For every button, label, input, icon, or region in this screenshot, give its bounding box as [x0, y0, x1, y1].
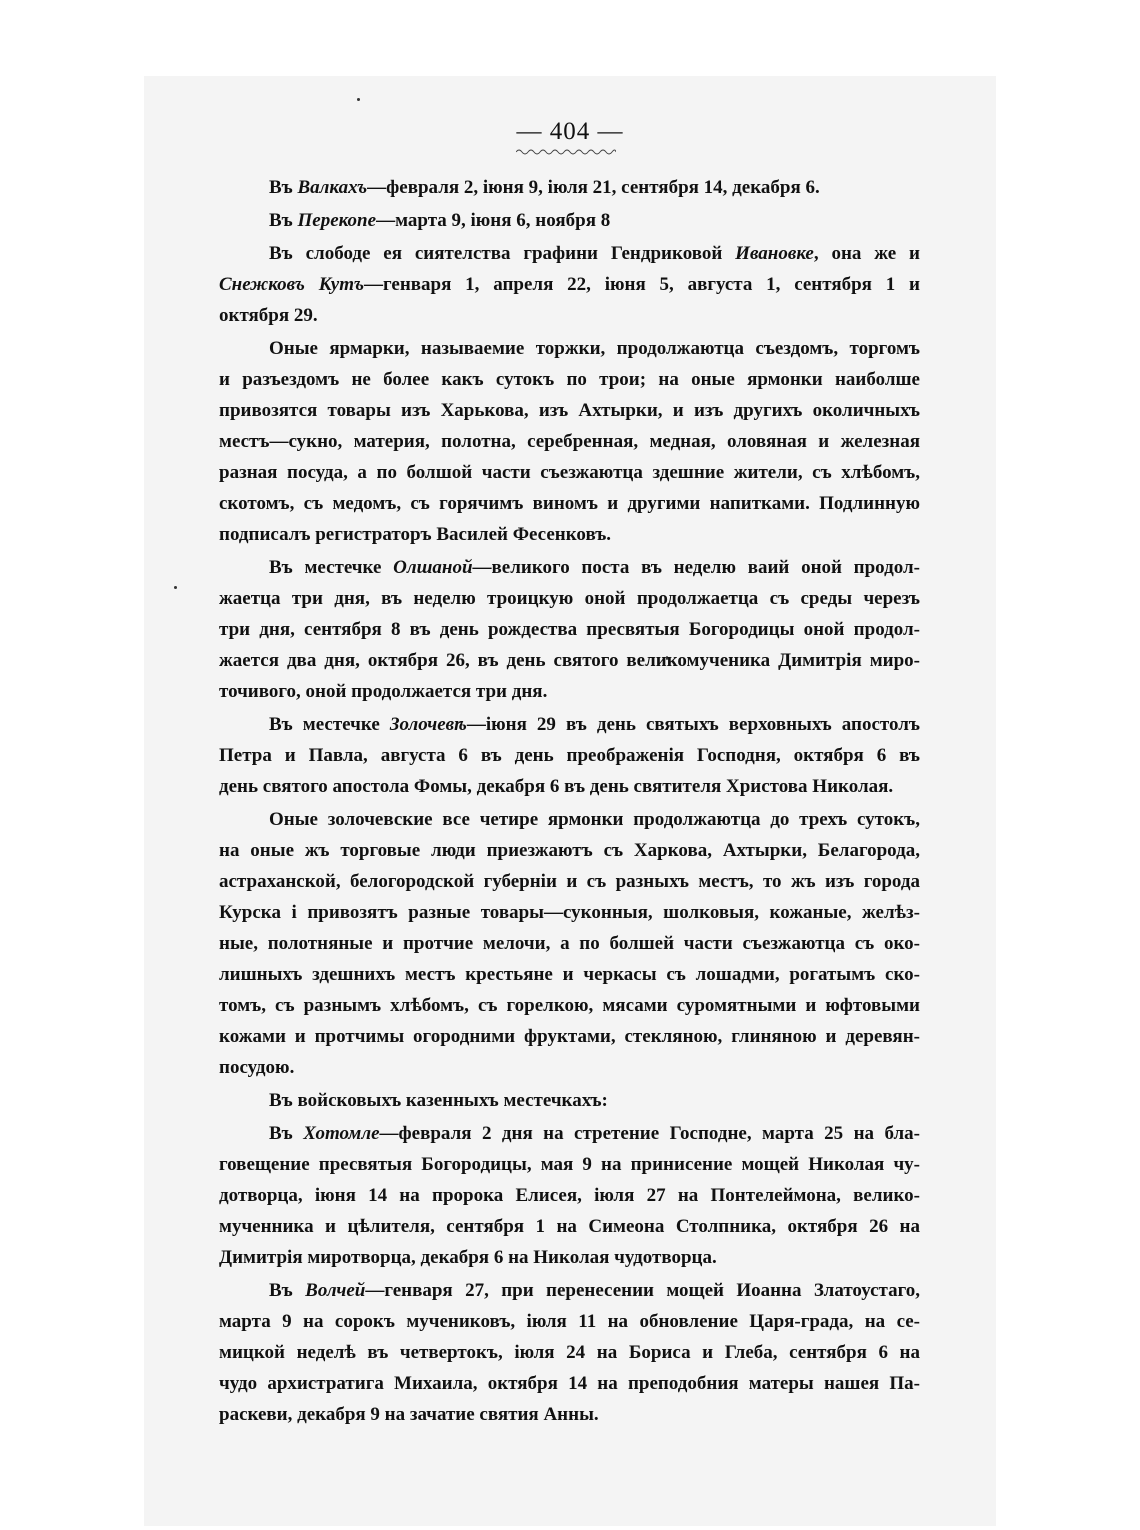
paragraph [219, 172, 920, 203]
text-run: раскеви, декабря 9 на зачатие святия Анны. [219, 1404, 599, 1425]
text-line [219, 804, 920, 835]
place-name: Перекопе [297, 210, 377, 231]
text-line [219, 1118, 920, 1149]
text-line [219, 1242, 920, 1273]
place-name: Волчей [305, 1280, 366, 1301]
text-run: —іюня 29 въ день святыхъ верховныхъ апостолъ [466, 714, 920, 735]
text-line [219, 205, 920, 236]
text-run: , она же и [813, 243, 921, 264]
place-name: Ивановке [735, 243, 814, 264]
text-line [219, 552, 920, 583]
text-run: кожами и протчимы огородними фруктами, стекляною, глиняною и деревян- [219, 1026, 920, 1047]
text-line [219, 990, 920, 1021]
text-run: Въ [269, 1280, 306, 1301]
text-line [219, 1211, 920, 1242]
paragraph [219, 1118, 920, 1273]
text-run: три дня, сентября 8 въ день рождества пресвятыя Богородицы оной продол- [219, 619, 920, 640]
page-number: — 404 — [516, 118, 624, 145]
text-run: на оные жъ торговые люди приезжаютъ съ Харкова, Ахтырки, Белагорода, [219, 840, 920, 861]
text-run: посудою. [219, 1057, 295, 1078]
text-line [219, 897, 920, 928]
text-run: октября 29. [219, 305, 318, 326]
text-line [219, 645, 920, 676]
text-line [219, 426, 920, 457]
text-line [219, 835, 920, 866]
place-name: Хотомле [303, 1123, 380, 1144]
text-run: жаетца три дня, въ неделю троицкую оной продолжаетца съ среды черезъ [219, 588, 920, 609]
text-line [219, 1337, 920, 1368]
text-run: томъ, съ разнымъ хлѣбомъ, съ горелкою, мясами суромятными и юфтовыми [219, 995, 920, 1016]
text-run: местъ—сукно, материя, полотна, серебренная, медная, оловяная и железная [219, 431, 920, 452]
text-line [219, 1149, 920, 1180]
place-name: Снежковъ Кутъ [219, 274, 365, 295]
paragraph [219, 709, 920, 802]
text-run: точивого, оной продолжается три дня. [219, 681, 548, 702]
paragraph [219, 552, 920, 707]
text-line [219, 519, 920, 550]
text-line [219, 1085, 920, 1116]
text-run: разная посуда, а по болшой части съезжаютца здешние жители, съ хлѣбомъ, [219, 462, 920, 483]
text-run: —марта 9, іюня 6, ноября 8 [376, 210, 611, 231]
text-run: привозятся товары изъ Харькова, изъ Ахтырки, и изъ другихъ околичныхъ [219, 400, 920, 421]
text-run: дотворца, іюня 14 на пророка Елисея, іюля 27 на Понтелеймона, велико- [219, 1185, 920, 1206]
text-line [219, 395, 920, 426]
text-line [219, 866, 920, 897]
paragraph [219, 1275, 920, 1430]
text-line [219, 1275, 920, 1306]
text-run: Димитрія миротворца, декабря 6 на Николая чудотворца. [219, 1247, 717, 1268]
text-run: —февраля 2 дня на стретение Господне, марта 25 на бла- [379, 1123, 921, 1144]
text-run: день святого апостола Фомы, декабря 6 въ день святителя Христова Николая. [219, 776, 894, 797]
text-line [219, 740, 920, 771]
text-line [219, 300, 920, 331]
text-run: жается два дня, октября 26, въ день святого великомученика Димитрія миро- [219, 650, 920, 671]
paragraph [219, 1085, 920, 1116]
text-line [219, 457, 920, 488]
text-line [219, 238, 920, 269]
text-run: Оные ярмарки, называемие торжки, продолжаютца съездомъ, торгомъ [269, 338, 920, 359]
paragraph [219, 238, 920, 331]
text-line [219, 172, 920, 203]
text-line [219, 488, 920, 519]
text-run: лишныхъ здешнихъ местъ крестьяне и черкасы съ лошадми, рогатымъ ско- [219, 964, 920, 985]
text-run: марта 9 на сорокъ мучениковъ, іюля 11 на обновление Царя-града, на се- [219, 1311, 920, 1332]
text-run: —великого поста въ неделю ваий оной продол- [472, 557, 920, 578]
text-line [219, 1052, 920, 1083]
text-run: Оные золочевские все четире ярмонки продолжаютца до трехъ сутокъ, [269, 809, 920, 830]
text-run: Въ слободе ея сиятелства графини Гендриковой [269, 243, 736, 264]
text-run: Въ [269, 210, 298, 231]
text-line [219, 269, 920, 300]
text-line [219, 1180, 920, 1211]
text-line [219, 928, 920, 959]
text-run: Въ [269, 177, 298, 198]
text-run: —февраля 2, іюня 9, іюля 21, сентября 14, декабря 6. [367, 177, 820, 198]
text-run: ные, полотняные и протчие мелочи, а по болшей части съезжаютца съ око- [219, 933, 920, 954]
text-line [219, 333, 920, 364]
text-line [219, 1399, 920, 1430]
text-run: и разъездомъ не более какъ сутокъ по трои; на оные ярмонки наиболше [219, 369, 920, 390]
text-run: скотомъ, съ медомъ, съ горячимъ виномъ и другими напитками. Подлинную [219, 493, 920, 514]
text-line [219, 676, 920, 707]
text-run: Курска і привозятъ разные товары—суконныя, шолковыя, кожаные, желѣз- [219, 902, 920, 923]
place-name: Олшаной [393, 557, 473, 578]
text-line [219, 364, 920, 395]
text-run: мученника и цѣлителя, сентября 1 на Симеона Столпника, октября 26 на [219, 1216, 920, 1237]
text-run: мицкой неделѣ въ четвертокъ, іюля 24 на Бориса и Глеба, сентября 6 на [219, 1342, 920, 1363]
text-run: —генваря 1, апреля 22, іюня 5, августа 1, сентября 1 и [364, 274, 920, 295]
paragraph [219, 205, 920, 236]
text-run: Въ войсковыхъ казенныхъ местечкахъ: [269, 1090, 608, 1111]
scan-speck [174, 586, 177, 589]
text-line [219, 709, 920, 740]
text-run: —генваря 27, при перенесении мощей Иоанна Златоустаго, [365, 1280, 921, 1301]
text-run: Въ местечке [269, 714, 390, 735]
text-line [219, 614, 920, 645]
paragraph [219, 804, 920, 1083]
text-run: астраханской, белогородской губерніи и съ разныхъ местъ, то жъ изъ города [219, 871, 920, 892]
text-run: Въ местечке [269, 557, 394, 578]
scan-speck [357, 98, 360, 101]
place-name: Золочевѣ [389, 714, 467, 735]
text-line [219, 959, 920, 990]
text-line [219, 1306, 920, 1337]
document-body [219, 172, 920, 1432]
text-run: Петра и Павла, августа 6 въ день преображенія Господня, октября 6 въ [219, 745, 920, 766]
text-run: чудо архистратига Михаила, октября 14 на преподобния матеры нашея Па- [219, 1373, 920, 1394]
text-run: говещение пресвятыя Богородицы, мая 9 на принисение мощей Николая чу- [219, 1154, 920, 1175]
place-name: Валкахъ [297, 177, 368, 198]
text-run: подписалъ регистраторъ Василей Фесенковъ. [219, 524, 612, 545]
paragraph [219, 333, 920, 550]
text-line [219, 583, 920, 614]
text-line [219, 1021, 920, 1052]
text-line [219, 1368, 920, 1399]
text-line [219, 771, 920, 802]
ornament-rule [516, 148, 616, 156]
text-run: Въ [269, 1123, 304, 1144]
